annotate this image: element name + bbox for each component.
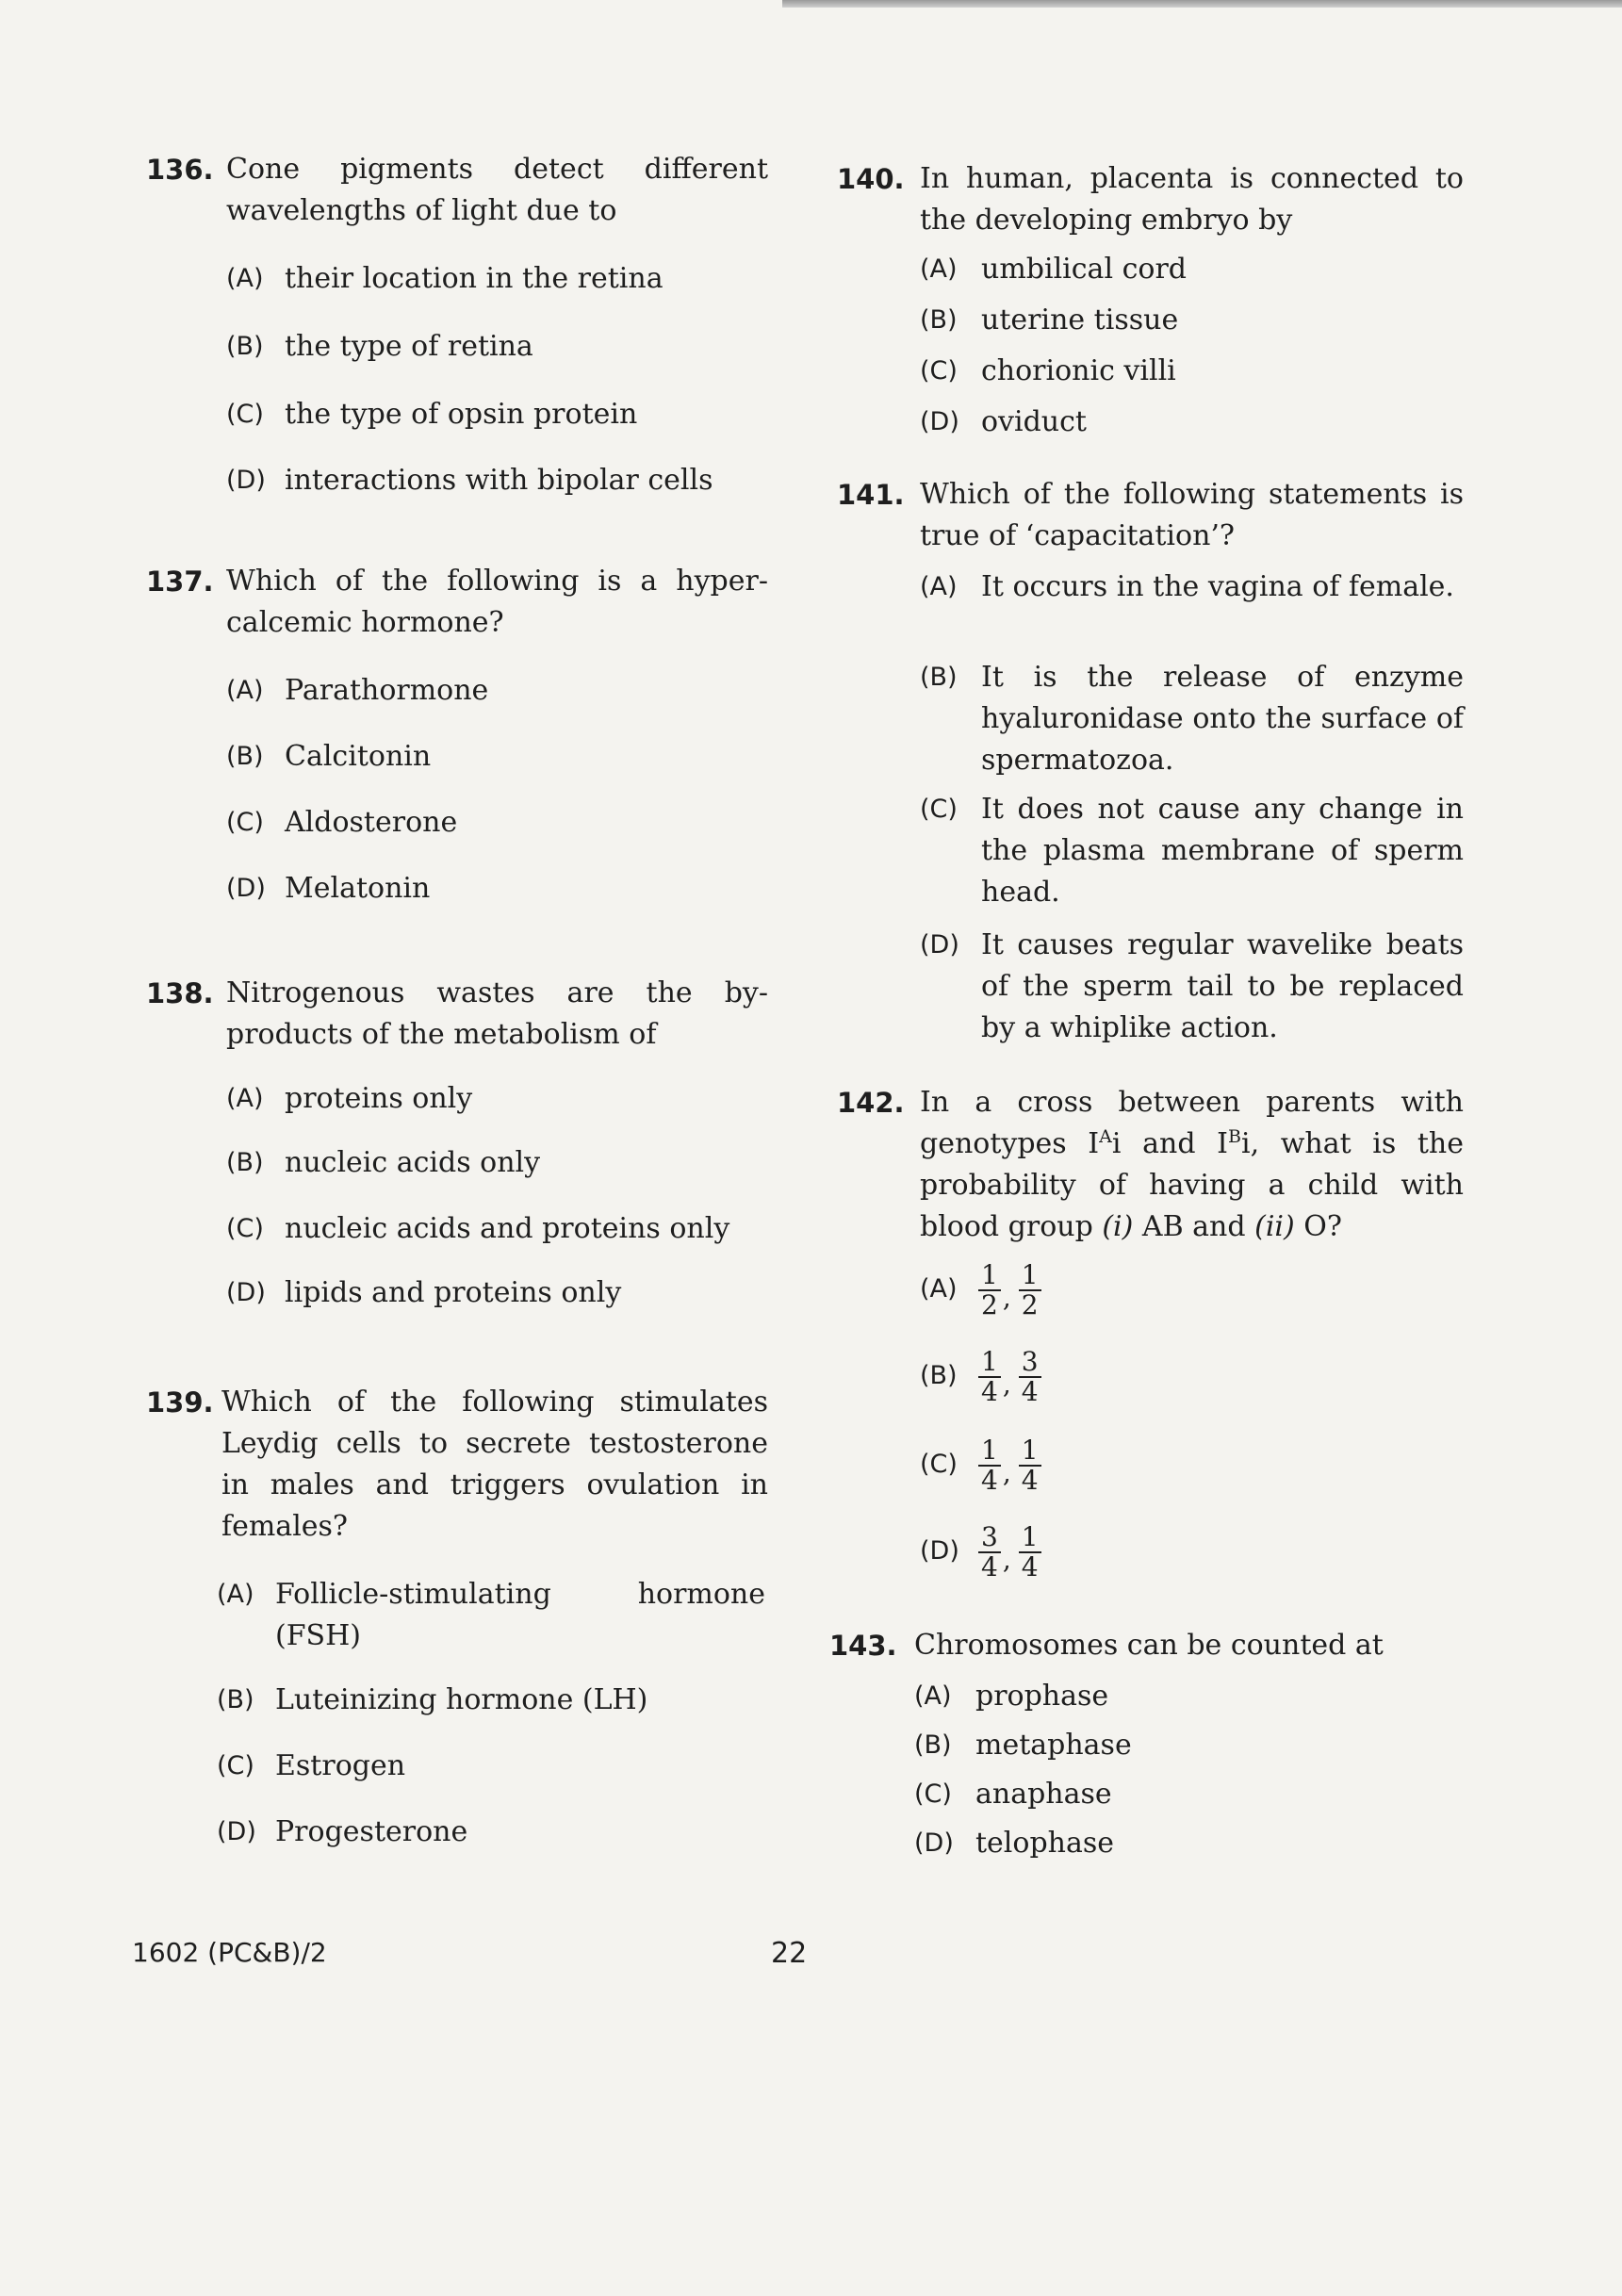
option-label: (D)	[920, 930, 959, 959]
question-text: Cone pigments detect different wavelengths of light due to	[226, 153, 768, 227]
option-label: (D)	[920, 407, 959, 436]
option-label: (B)	[920, 663, 958, 692]
option-label: (D)	[914, 1829, 954, 1858]
comma: ,	[1002, 1457, 1011, 1488]
option-label: (A)	[914, 1681, 952, 1711]
option-label: (D)	[226, 1278, 266, 1307]
question-text-part: AB and	[1141, 1210, 1246, 1243]
option-text: Melatonin	[285, 872, 431, 905]
fraction	[978, 1523, 1001, 1582]
option-text: anaphase	[975, 1778, 1112, 1811]
option-label: (A)	[226, 264, 264, 293]
option-text: Aldosterone	[285, 806, 458, 839]
option-label: (C)	[226, 808, 264, 837]
numerator: 3	[1019, 1348, 1041, 1378]
option-label: (D)	[920, 1536, 959, 1566]
denominator: 4	[981, 1376, 998, 1407]
denominator: 4	[1021, 1551, 1039, 1583]
numerator: 1	[978, 1436, 1001, 1467]
numerator: 1	[978, 1261, 1001, 1291]
option-label: (A)	[226, 1084, 264, 1113]
option-label: (A)	[226, 676, 264, 705]
option-text: It does not cause any change in the plasma membrane of sperm head.	[981, 793, 1464, 909]
question-text: Which of the following stimulates Leydig cells to secrete testosterone in males and triggers ovulation in females?	[221, 1386, 768, 1543]
option-text: proteins only	[285, 1082, 473, 1115]
option-text: interactions with bipolar cells	[285, 464, 713, 497]
question-text: Which of the following is a hyper-calcemic hormone?	[226, 565, 768, 639]
denominator: 4	[981, 1551, 998, 1583]
fraction-pair	[978, 1523, 1041, 1582]
option-text: lipids and proteins only	[285, 1276, 622, 1309]
fraction	[978, 1261, 1001, 1320]
option-text: chorionic villi	[981, 354, 1176, 387]
numerator: 1	[978, 1348, 1001, 1378]
fraction	[1019, 1348, 1041, 1406]
question-text	[920, 1082, 1464, 1248]
option-text: It is the release of enzyme hyaluronidase onto the surface of spermatozoa.	[981, 661, 1464, 777]
option-label: (C)	[914, 1779, 952, 1809]
option-text: Progesterone	[275, 1815, 468, 1848]
option-label: (D)	[226, 874, 266, 903]
question-number: 141.	[837, 479, 905, 511]
fraction-pair	[978, 1436, 1041, 1495]
part-label: (ii)	[1254, 1210, 1295, 1243]
option-label: (A)	[920, 572, 958, 601]
question-number: 140.	[837, 163, 905, 195]
denominator: 4	[981, 1465, 998, 1496]
numerator: 1	[1019, 1261, 1041, 1291]
option-label: (B)	[226, 742, 264, 771]
option-label: (C)	[217, 1751, 254, 1780]
question-text-part: i and I	[1111, 1127, 1228, 1160]
option-text: Luteinizing hormone (LH)	[275, 1683, 648, 1716]
denominator: 4	[1021, 1376, 1039, 1407]
question-text: Chromosomes can be counted at	[914, 1629, 1384, 1662]
denominator: 2	[981, 1289, 998, 1320]
option-text: umbilical cord	[981, 253, 1187, 286]
question-number: 138.	[146, 977, 214, 1009]
option-label: (D)	[226, 466, 266, 495]
top-edge-line	[782, 0, 1622, 8]
question-number: 139.	[146, 1386, 214, 1419]
option-label: (B)	[217, 1685, 254, 1714]
option-text: oviduct	[981, 405, 1087, 438]
fraction	[1019, 1261, 1041, 1320]
option-label: (C)	[226, 1214, 264, 1243]
option-text: It occurs in the vagina of female.	[981, 570, 1454, 603]
option-text: the type of retina	[285, 330, 533, 363]
option-text: uterine tissue	[981, 303, 1179, 336]
option-label: (C)	[920, 795, 958, 824]
numerator: 3	[978, 1523, 1001, 1553]
superscript: A	[1099, 1126, 1112, 1147]
option-label: (C)	[226, 400, 264, 429]
option-a	[920, 1259, 1464, 1335]
option-label: (C)	[920, 1450, 958, 1479]
superscript: B	[1228, 1126, 1241, 1147]
comma: ,	[1002, 1282, 1011, 1313]
fraction-pair	[978, 1348, 1041, 1406]
option-label: (B)	[920, 305, 958, 335]
option-label: (A)	[217, 1580, 254, 1609]
option-label: (A)	[920, 1274, 958, 1304]
question-text-part: O?	[1303, 1210, 1342, 1243]
option-text: Follicle-stimulating hormone (FSH)	[275, 1578, 765, 1652]
option-label: (B)	[226, 332, 264, 361]
option-label: (A)	[920, 254, 958, 284]
comma: ,	[1002, 1369, 1011, 1400]
option-text: nucleic acids only	[285, 1146, 541, 1179]
question-text: Which of the following statements is true of ‘capacitation’?	[920, 478, 1464, 552]
question-number: 136.	[146, 154, 214, 186]
option-label: (D)	[217, 1817, 256, 1846]
question-number: 137.	[146, 566, 214, 598]
option-text: metaphase	[975, 1729, 1132, 1762]
fraction	[1019, 1523, 1041, 1582]
option-c	[920, 1435, 1464, 1510]
option-text: telophase	[975, 1827, 1115, 1860]
numerator: 1	[1019, 1523, 1041, 1553]
question-number: 143.	[829, 1630, 897, 1662]
option-label: (B)	[914, 1730, 952, 1760]
option-text: the type of opsin protein	[285, 398, 638, 431]
option-text: Estrogen	[275, 1749, 406, 1782]
option-b	[920, 1346, 1464, 1421]
option-text: prophase	[975, 1680, 1109, 1713]
question-text: In human, placenta is connected to the developing embryo by	[920, 162, 1464, 237]
denominator: 2	[1021, 1289, 1039, 1320]
denominator: 4	[1021, 1465, 1039, 1496]
option-label: (B)	[920, 1361, 958, 1390]
option-d	[920, 1521, 1464, 1597]
option-text: Parathormone	[285, 674, 489, 707]
option-text: nucleic acids and proteins only	[285, 1212, 730, 1245]
question-number: 142.	[837, 1087, 905, 1119]
question-text-part: i, what is the probability of having a child with blood group	[920, 1127, 1464, 1243]
fraction	[978, 1348, 1001, 1406]
option-label: (C)	[920, 356, 958, 385]
fraction	[978, 1436, 1001, 1495]
question-text-part: In a cross between parents with genotypes I	[920, 1086, 1464, 1160]
fraction-pair	[978, 1261, 1041, 1320]
option-text: their location in the retina	[285, 262, 664, 295]
option-label: (B)	[226, 1148, 264, 1177]
option-text: It causes regular wavelike beats of the sperm tail to be replaced by a whiplike action.	[981, 928, 1464, 1044]
option-text: Calcitonin	[285, 740, 432, 773]
part-label: (i)	[1102, 1210, 1134, 1243]
question-text: Nitrogenous wastes are the by-products of the metabolism of	[226, 976, 768, 1051]
fraction	[1019, 1436, 1041, 1495]
comma: ,	[1002, 1544, 1011, 1575]
paper-code: 1602 (PC&B)/2	[132, 1937, 327, 1968]
numerator: 1	[1019, 1436, 1041, 1467]
page-number: 22	[771, 1937, 808, 1970]
